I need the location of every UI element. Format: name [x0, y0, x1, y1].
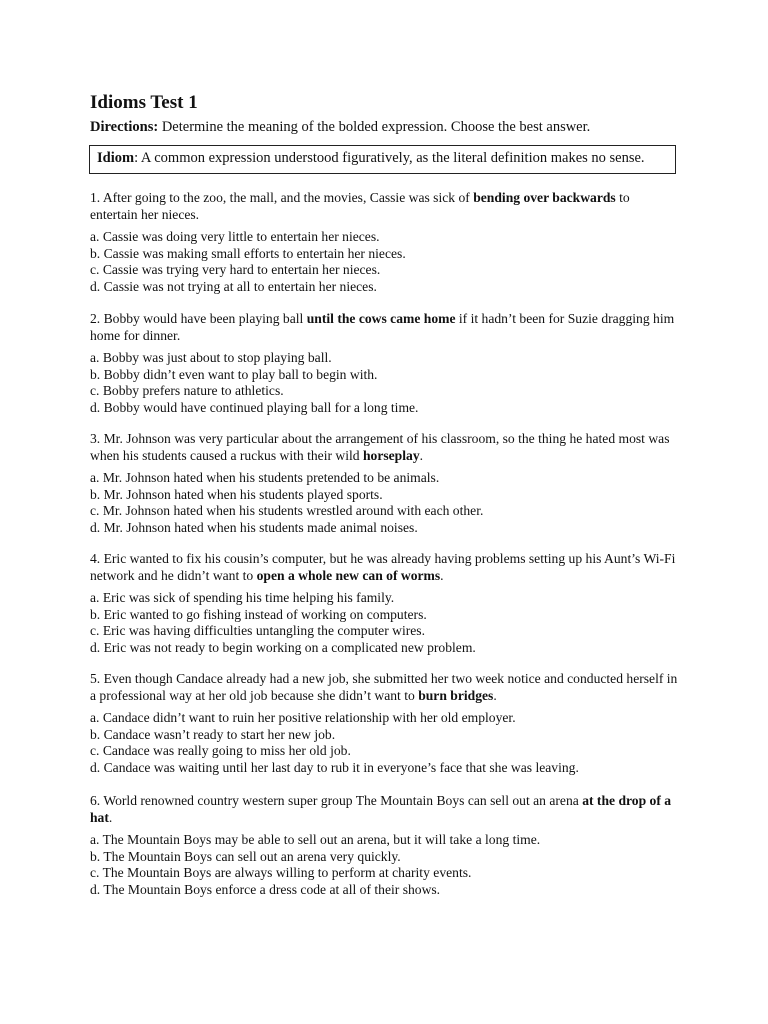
- choice-a: a. Cassie was doing very little to entertain her nieces.: [90, 229, 380, 244]
- choice-c: c. Eric was having difficulties untangling the computer wires.: [90, 623, 425, 638]
- answer-choices: [90, 590, 680, 656]
- question-stem: 4. Eric wanted to fix his cousin’s computer, but he was already having problems setting up his Aunt’s Wi-Fi network and he didn’t want to open a whole new can of worms.: [90, 551, 676, 583]
- choice-c: c. Cassie was trying very hard to entertain her nieces.: [90, 262, 381, 277]
- choice-a: a. Eric was sick of spending his time helping his family.: [90, 590, 395, 605]
- choice-b: b. Cassie was making small efforts to entertain her nieces.: [90, 245, 406, 261]
- idiom-definition-text: : A common expression understood figuratively, as the literal definition makes no sense.: [134, 150, 645, 166]
- choice-a: a. Mr. Johnson hated when his students pretended to be animals.: [90, 470, 440, 485]
- choice-c: c. Candace was really going to miss her old job.: [90, 743, 351, 758]
- answer-choices: [90, 229, 680, 295]
- question-5: [90, 671, 680, 776]
- question-stem: 5. Even though Candace already had a new job, she submitted her two week notice and conducted herself in a professional way at her old job because she didn’t want to burn bridges.: [90, 671, 678, 703]
- page-title: Idioms Test 1: [90, 92, 198, 113]
- choice-b: b. Bobby didn’t even want to play ball to begin with.: [90, 366, 378, 382]
- choice-b: b. Eric wanted to go fishing instead of working on computers.: [90, 606, 427, 622]
- question-stem: 2. Bobby would have been playing ball until the cows came home if it hadn’t been for Suzie dragging him home for dinner.: [90, 311, 675, 343]
- bolded-idiom: bending over backwards: [473, 190, 616, 205]
- directions: [90, 119, 590, 136]
- answer-choices: [90, 710, 680, 776]
- choice-b: b. The Mountain Boys can sell out an arena very quickly.: [90, 848, 401, 864]
- question-stem: 1. After going to the zoo, the mall, and the movies, Cassie was sick of bending over backwards to entertain her nieces.: [90, 190, 630, 222]
- directions-label: Directions:: [90, 119, 159, 135]
- choice-c: c. Bobby prefers nature to athletics.: [90, 383, 284, 398]
- choice-c: c. The Mountain Boys are always willing to perform at charity events.: [90, 865, 472, 880]
- question-4: [90, 551, 680, 656]
- bolded-idiom: open a whole new can of worms: [256, 567, 441, 583]
- question-stem: 6. World renowned country western super group The Mountain Boys can sell out an arena at the drop of a hat.: [90, 793, 672, 825]
- choice-d: d. Candace was waiting until her last day to rub it in everyone’s face that she was leaving.: [90, 759, 579, 775]
- choice-d: d. The Mountain Boys enforce a dress code at all of their shows.: [90, 881, 441, 897]
- question-stem: 3. Mr. Johnson was very particular about the arrangement of his classroom, so the thing he hated most was when his students caused a ruckus with their wild horseplay.: [90, 431, 670, 463]
- bolded-idiom: at the drop of a hat: [90, 793, 672, 825]
- bolded-idiom: horseplay: [362, 447, 420, 463]
- answer-choices: [90, 832, 680, 898]
- bolded-idiom: until the cows came home: [306, 311, 456, 326]
- choice-a: a. The Mountain Boys may be able to sell out an arena, but it will take a long time.: [90, 832, 541, 847]
- directions-text: Determine the meaning of the bolded expression. Choose the best answer.: [158, 119, 591, 135]
- choice-a: a. Bobby was just about to stop playing ball.: [90, 350, 332, 365]
- choice-d: d. Mr. Johnson hated when his students made animal noises.: [90, 519, 418, 535]
- idiom-definition-box: [89, 145, 676, 174]
- answer-choices: [90, 470, 680, 536]
- choice-b: b. Mr. Johnson hated when his students played sports.: [90, 486, 383, 502]
- choice-b: b. Candace wasn’t ready to start her new job.: [90, 726, 336, 742]
- question-3: [90, 431, 680, 536]
- question-1: [90, 190, 680, 295]
- answer-choices: [90, 350, 680, 416]
- choice-d: d. Eric was not ready to begin working on a complicated new problem.: [90, 639, 476, 655]
- choice-c: c. Mr. Johnson hated when his students wrestled around with each other.: [90, 503, 484, 518]
- question-6: [90, 793, 680, 898]
- choice-a: a. Candace didn’t want to ruin her positive relationship with her old employer.: [90, 710, 516, 725]
- question-2: [90, 311, 680, 416]
- idiom-term: Idiom: [97, 150, 135, 166]
- choice-d: d. Cassie was not trying at all to entertain her nieces.: [90, 278, 377, 294]
- choice-d: d. Bobby would have continued playing ball for a long time.: [90, 399, 419, 415]
- bolded-idiom: burn bridges: [418, 687, 494, 703]
